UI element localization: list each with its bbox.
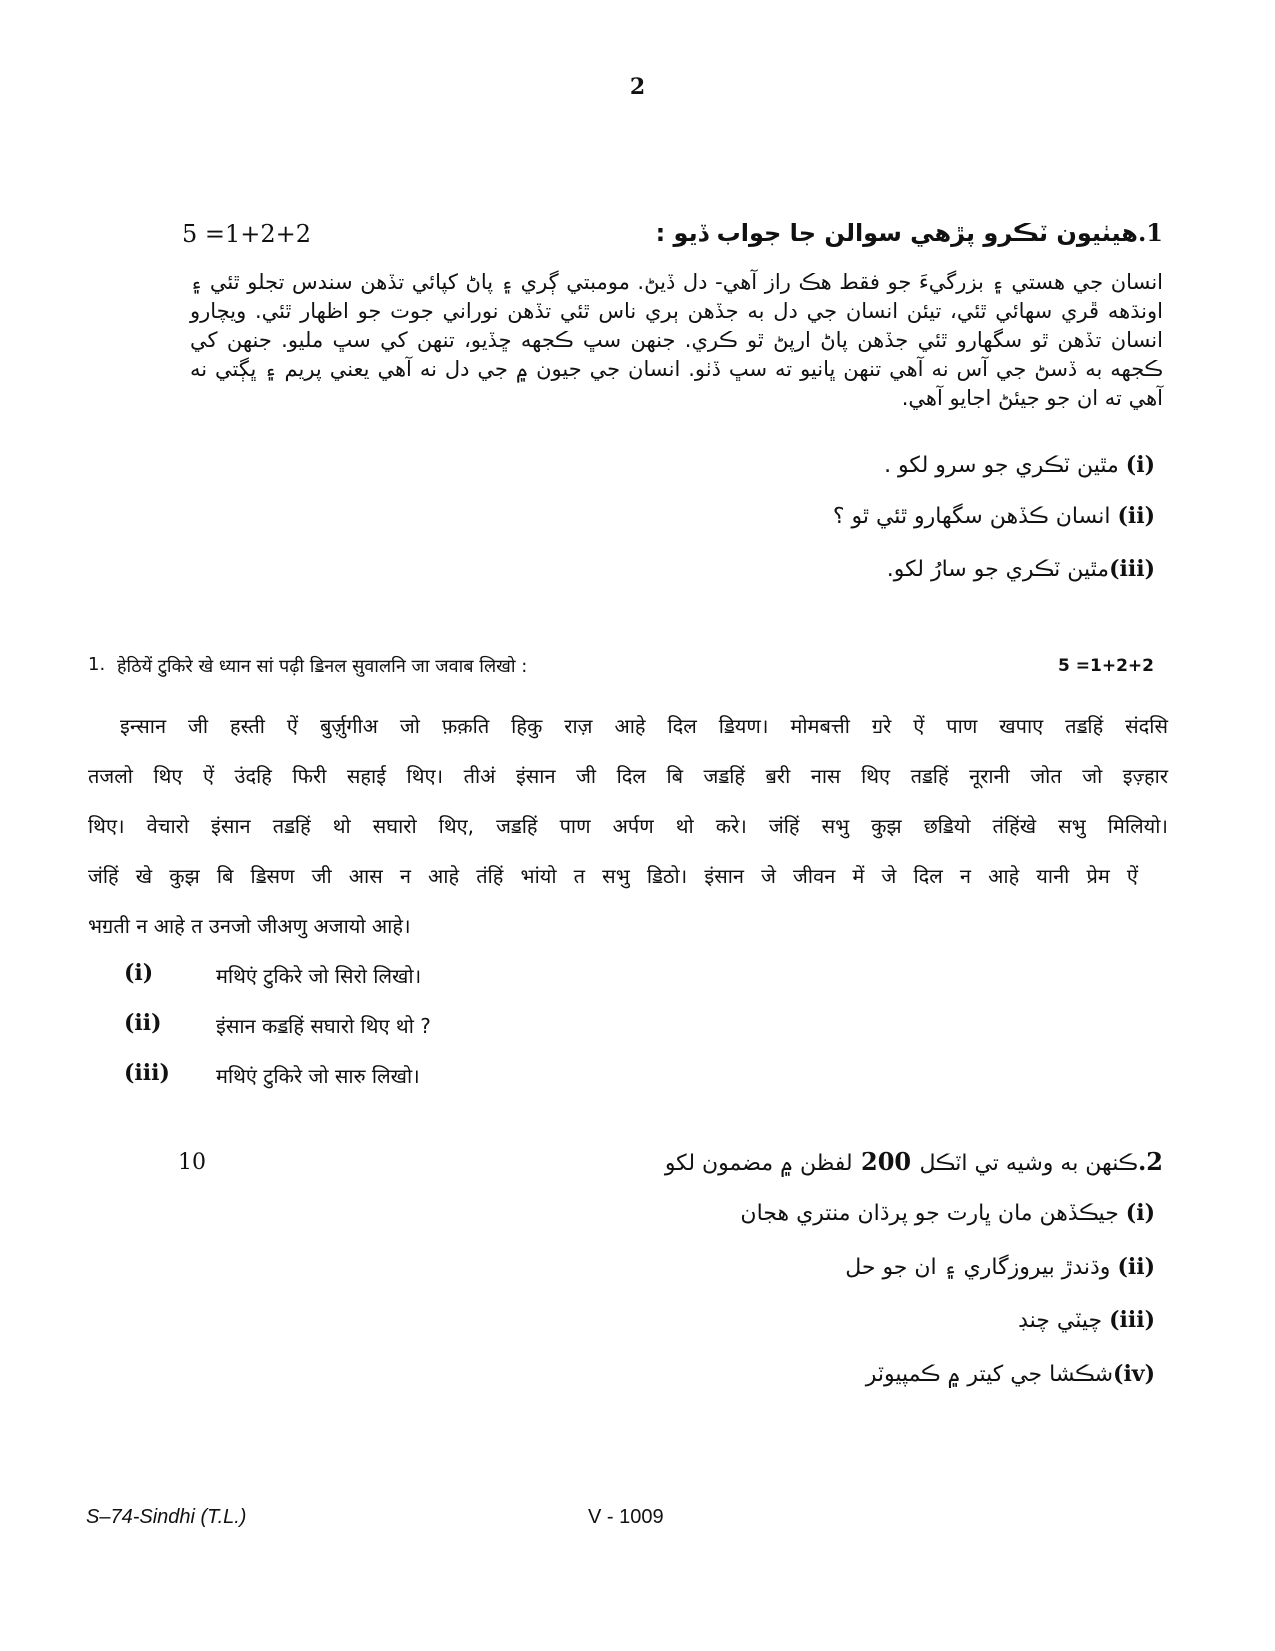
- footer-version: V - 1009: [588, 1506, 664, 1528]
- sindhi-q2-option-2: [845, 1254, 1155, 1280]
- sindhi-q2-heading: [665, 1147, 1163, 1176]
- sindhi-q1-heading: [656, 218, 1163, 247]
- footer-paper-code: S–74-Sindhi (T.L.): [86, 1506, 247, 1528]
- hindi-passage-line-5: भॻती न आहे त उनजो जीअणु अजायो आहे।: [88, 914, 411, 938]
- hindi-subq-1-number: (i): [124, 960, 154, 986]
- sindhi-q2-word-count: 200: [861, 1147, 912, 1176]
- hindi-subq-1-text: मथिएं टुकिरे जो सिरो लिखो।: [216, 964, 422, 988]
- sindhi-q2-heading-after: لفظن ۾ مضمون لکو: [664, 1151, 853, 1176]
- hindi-q1-marks: 1+2+2= 5: [1058, 656, 1154, 676]
- option-text: شڪشا جي کيتر ۾ ڪمپيوٽر: [865, 1362, 1114, 1387]
- subq-number: (i): [1125, 452, 1155, 478]
- sindhi-q1-subq-3: [887, 556, 1155, 582]
- sindhi-q2-option-3: [1018, 1307, 1155, 1333]
- sindhi-q1-subq-2: [833, 503, 1155, 529]
- sindhi-q2-option-1: [740, 1200, 1155, 1226]
- hindi-subq-3-number: (iii): [124, 1060, 170, 1086]
- subq-text: مٿين ٽڪري جو سارُ لکو.: [886, 557, 1110, 582]
- hindi-passage-line-1: इन्सान जी हस्ती ऐं बुर्ज़ुगीअ जो फ़क़ति हिकु राज़ आहे दिल ॾियण। मोमबत्ती ॻरे ऐं पाण खपाए तॾहिं संदसि: [120, 714, 1168, 738]
- sindhi-q1-subq-1: [884, 452, 1155, 478]
- hindi-passage-line-3: थिए। वेचारो इंसान तॾहिं थो सघारो थिए, जॾहिं पाण अर्पण थो करे। जंहिं सभु कुझ छॾियो तंहिंखे सभु मिलियो।: [88, 814, 1168, 838]
- hindi-q1-heading: हेठियें टुकिरे खे ध्यान सां पढ़ी ॾिनल सुवालनि जा जवाब लिखो :: [117, 656, 528, 677]
- subq-text: انسان ڪڏهن سگهارو ٿئي ٿو ؟: [832, 504, 1111, 529]
- subq-number: (iii): [1109, 556, 1155, 582]
- hindi-q1-number: 1.: [88, 654, 106, 675]
- sindhi-q1-number: 1.: [1137, 218, 1163, 247]
- option-text: وڌندڙ بيروزگاري ۽ ان جو حل: [845, 1255, 1111, 1280]
- option-number: (ii): [1117, 1254, 1155, 1280]
- option-text: جيڪڏهن مان ڀارت جو پرڌان منتري هجان: [740, 1201, 1119, 1226]
- sindhi-q2-option-4: [866, 1361, 1155, 1387]
- sindhi-q1-marks: 1+2+2= 5: [182, 220, 312, 248]
- option-number: (iii): [1109, 1307, 1155, 1333]
- hindi-subq-2-text: इंसान कॾहिं सघारो थिए थो ?: [216, 1014, 431, 1038]
- hindi-passage-line-4: जंहिं खे कुझ बि ॾिसण जी आस न आहे तंहिं भांयो त सभु ॾिठो। इंसान जे जीवन में जे दिल न आहे यानी प्रेम ऐं: [88, 864, 1138, 888]
- option-number: (i): [1125, 1200, 1155, 1226]
- hindi-subq-3-text: मथिएं टुकिरे जो सारु लिखो।: [216, 1064, 420, 1088]
- option-text: چيٽي چنڊ: [1018, 1308, 1103, 1333]
- hindi-subq-2-number: (ii): [124, 1010, 162, 1036]
- subq-number: (ii): [1117, 503, 1155, 529]
- sindhi-q2-marks: 10: [178, 1150, 206, 1175]
- hindi-passage-line-2: तजलो थिए ऐं उंदहि फिरी सहाई थिए। तीअं इंसान जी दिल बि जॾहिं ॿरी नास थिए तॾहिं नूरानी जोत जो इज़्हार: [88, 764, 1168, 788]
- subq-text: مٿين ٽڪري جو سرو لکو .: [884, 453, 1119, 478]
- sindhi-q2-number: 2.: [1137, 1147, 1163, 1176]
- page-number: 2: [629, 74, 646, 100]
- sindhi-q1-heading-text: هيٺيون ٽڪرو پڙهي سوالن جا جواب ڏيو :: [655, 219, 1138, 247]
- option-number: (iv): [1113, 1361, 1155, 1387]
- sindhi-q1-passage: انسان جي هستي ۽ بزرگيءَ جو فقط هڪ راز آهي- دل ڏيڻ. مومبتي ڳري ۽ پاڻ کپائي تڏهن سندس تجلو ٿئي ۽ اونڌهه ڦري سهائي ٿئي، تيئن انسان جي دل به جڏهن ٻري ناس ٿئي تڏهن نوراني جوت جو اظهار ٿئي. ويچارو انسان تڏهن ٿو سگهارو ٿئي جڏهن پاڻ ارپڻ ٿو ڪري. جنهن سڀ ڪجهه ڇڏيو، تنهن کي سڀ مليو. جنهن کي ڪجهه به ڏسڻ جي آس نه آهي تنهن ڀانيو ته سڀ ڏٺو. انسان جي جيون ۾ جي دل نه آهي يعني پريم ۽ ڀڳتي نه آهي ته ان جو جيئڻ اجايو آهي.: [190, 270, 1163, 410]
- sindhi-q2-heading-before: ڪنهن به وشيه تي اٽڪل: [919, 1151, 1138, 1176]
